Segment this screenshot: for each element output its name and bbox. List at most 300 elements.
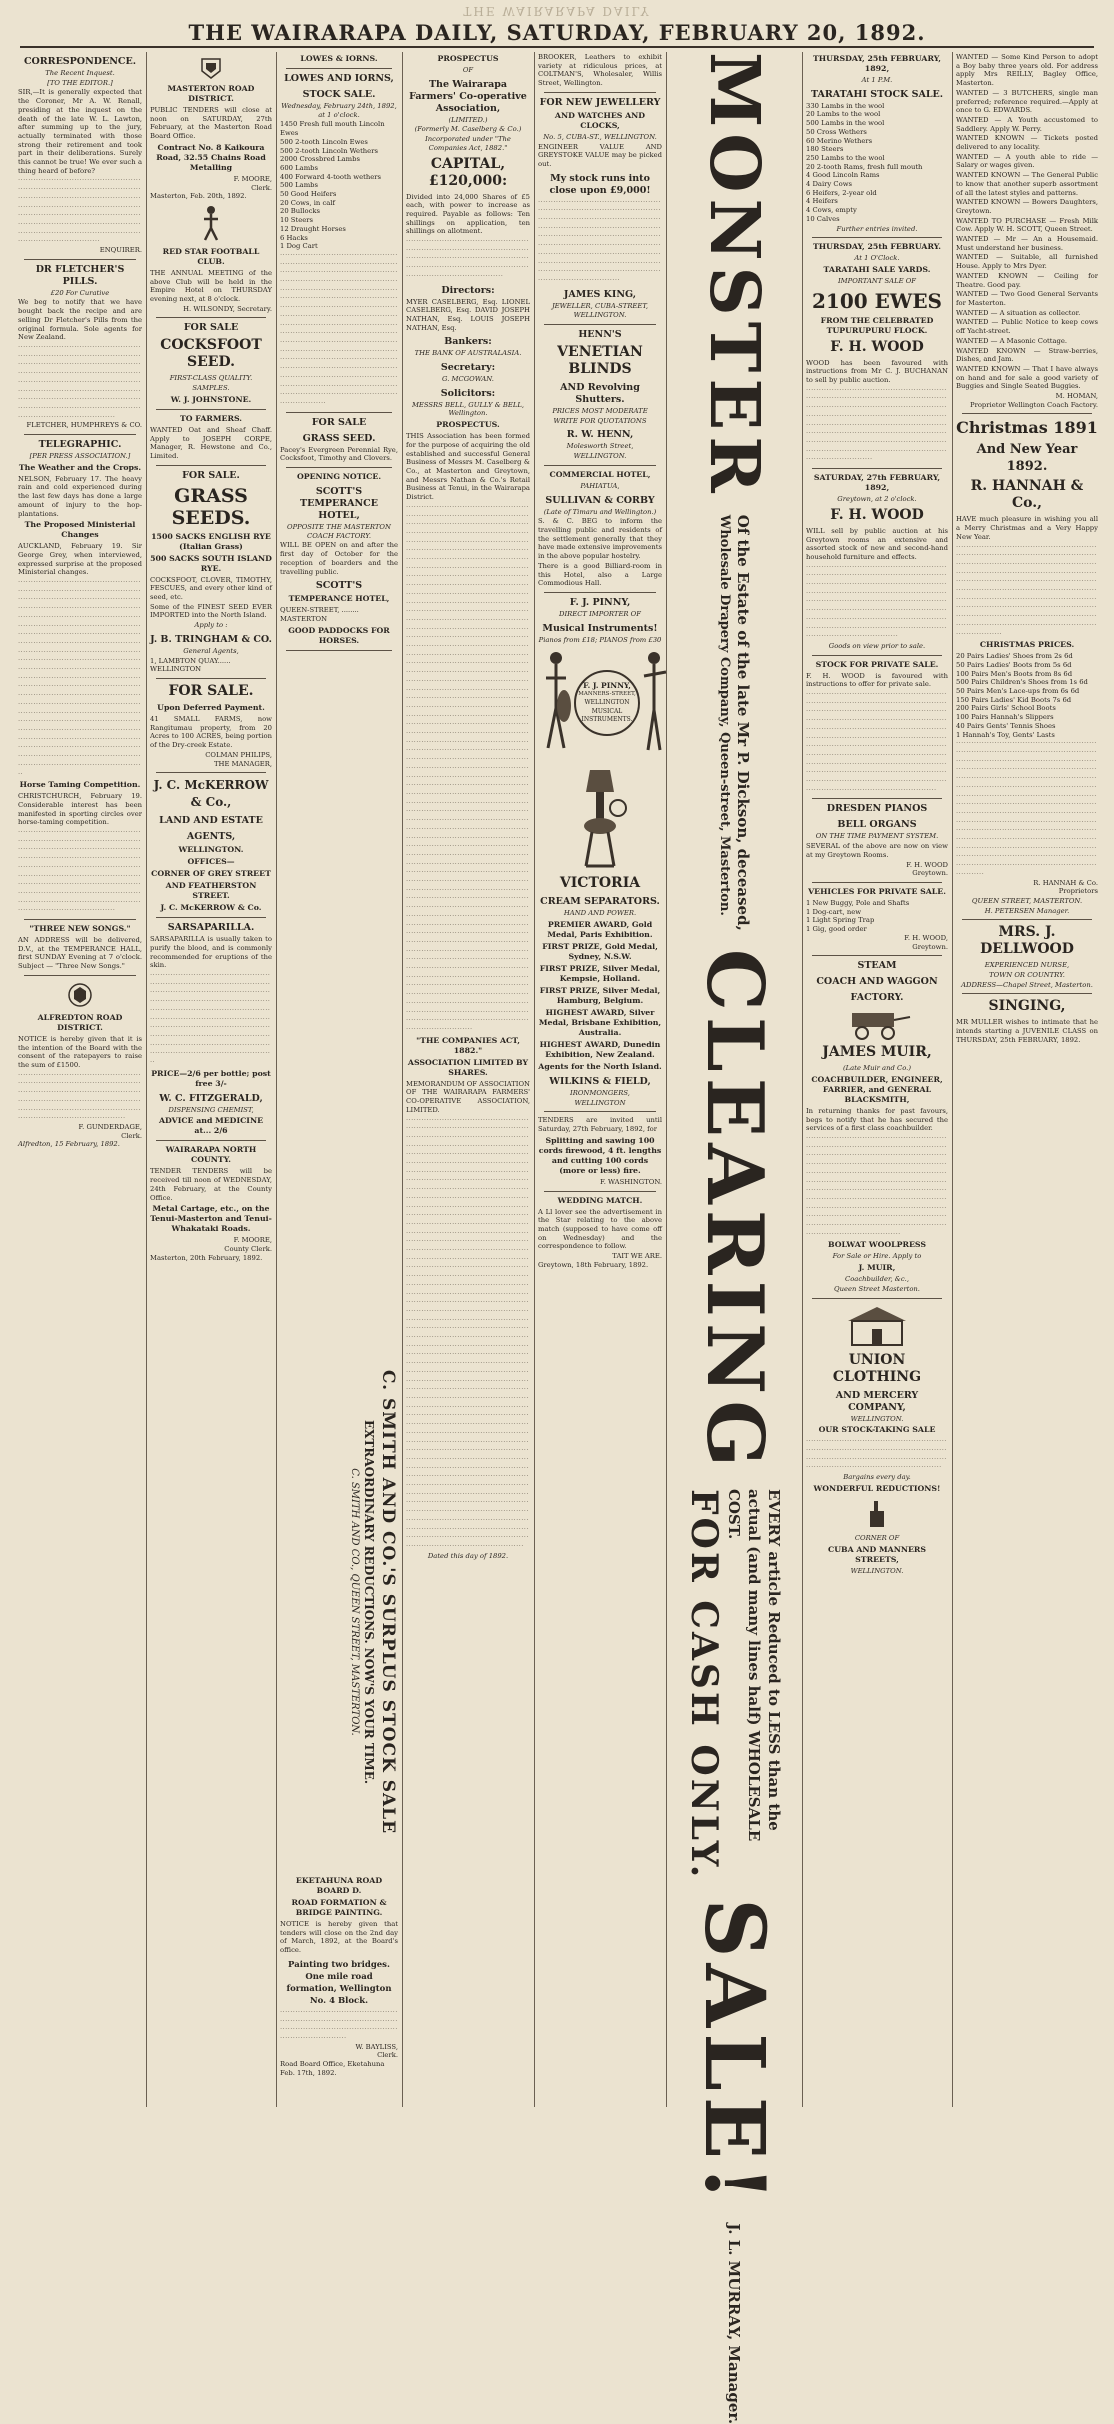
wholesale-line: Wholesale Drapery Company, Queen-street, Masterton. [717, 514, 732, 916]
footballer-icon [198, 204, 224, 244]
cuba-manners: CUBA AND MANNERS STREETS, [828, 1544, 926, 1564]
estate-lines [715, 515, 753, 931]
stock-item: 20 Bullocks [280, 207, 321, 216]
king-name: JAMES KING, [563, 288, 637, 300]
price-item: 50 Pairs Men's Lace-ups from 6s 6d [956, 687, 1080, 696]
football-body: THE ANNUAL MEETING of the above Club will be held in the Empire Hotel on THURSDAY evening next, at 8 o'clock. [150, 268, 272, 304]
reduced-line: EVERY article Reduced to LESS than the actual (and many lines half) WHOLESALE COST. [725, 1488, 783, 1842]
land-label: LAND AND ESTATE [159, 815, 263, 827]
greytown-label-3: Greytown. [912, 942, 948, 951]
muir-trades: COACHBUILDER, ENGINEER, FARRIER, and GENERAL BLACKSMITH, [811, 1074, 943, 1104]
wood-body: WOOD has been favoured with instructions from Mr C. J. BUCHANAN to sell by public auction. [806, 358, 948, 385]
masthead-rule [20, 46, 1094, 48]
bargains-label: Bargains every day. [843, 1473, 911, 1482]
private-sale-text-continued: ················································································································································································································································································································································································································································································································································································································································································ [806, 690, 947, 794]
pills-signature: FLETCHER, HUMPHREYS & CO. [26, 421, 142, 430]
time-payment: ON THE TIME PAYMENT SYSTEM. [815, 832, 939, 841]
wedding-match-heading: WEDDING MATCH. [557, 1195, 643, 1205]
price-list [956, 652, 1098, 739]
alfredton-date: Alfredton, 15 February, 1892. [18, 1140, 120, 1149]
taratahi-stock-item: 6 Heifers, 2-year old [806, 188, 877, 197]
estate-line: Of the Estate of the late Mr P. Dickson, deceased, [734, 514, 752, 931]
henn-heading: HENN'S [578, 329, 622, 341]
column-stock-sales [280, 52, 398, 2107]
price-item: 100 Pairs Hannah's Slippers [956, 713, 1054, 722]
bell-organs: BELL ORGANS [837, 819, 917, 831]
prospectus-label: PROSPECTUS [437, 54, 499, 63]
christmas-prices-heading: CHRISTMAS PRICES. [979, 640, 1075, 650]
greytown-time: Greytown, at 2 o'clock. [837, 495, 917, 504]
coat-of-arms-icon [196, 55, 226, 81]
county-clerk-name: F. MOORE, [233, 1236, 272, 1245]
separators-sub: HAND AND POWER. [563, 909, 637, 918]
tringham-name: J. B. TRINGHAM & CO. [150, 633, 272, 645]
masterton-road-heading: MASTERTON ROAD DISTRICT. [167, 84, 255, 103]
price-list-continued: ···································································································································································································································································································································································································································································································································································································································································································································································································································································· [956, 739, 1097, 878]
eketahuna-heading: EKETAHUNA ROAD BOARD D. [295, 1876, 383, 1895]
price-item: 150 Pairs Ladies' Kid Boots 7s 6d [956, 695, 1072, 704]
vehicle-item: 1 Gig, good order [806, 925, 867, 934]
stock-sale-date: Wednesday, February 24th, 1892, at 1 o'clock. [281, 102, 397, 119]
column-separator [402, 52, 403, 2107]
temperance-hotel-2: TEMPERANCE HOTEL, [288, 594, 390, 604]
hotel-body: S. & C. BEG to inform the travelling public and residents of the settlement generally that they have made extensive improvements in the above popular hostelry. [538, 517, 662, 561]
stock-item: 2000 Crossbred Lambs [280, 155, 360, 164]
lowes-heading: LOWES AND IORNS, [284, 73, 394, 84]
column-separator [146, 52, 147, 2107]
cream-separator-icon [570, 762, 630, 872]
ministerial-heading: The Proposed Ministerial Changes [24, 520, 136, 540]
limited-label: (LIMITED.) [448, 115, 488, 124]
taratahi-stock-item: 50 Cross Wethers [806, 127, 867, 136]
manager-line-block [724, 2223, 744, 2424]
sacks-south-island: 500 SACKS SOUTH ISLAND RYE. [150, 553, 272, 573]
featherston-label: AND FEATHERSTON STREET. [165, 881, 257, 901]
alfredton-signature: F. GUNDERDAGE, [78, 1122, 142, 1131]
stock-item: 6 Hacks [280, 233, 308, 242]
column-correspondence [18, 52, 142, 2107]
commercial-hotel-heading: COMMERCIAL HOTEL, [549, 469, 651, 479]
mckerrow-name-2: J. C. McKERROW & Co. [160, 903, 262, 913]
taratahi-stock-item: 20 2-tooth Rams, fresh full mouth [806, 162, 923, 171]
murray-manager: J. L. MURRAY, Manager. [725, 2223, 743, 2424]
victoria-heading: VICTORIA [559, 875, 641, 892]
dellwood-name: MRS. J. DELLWOOD [980, 924, 1074, 958]
proprietors-label: Proprietors [1058, 887, 1098, 896]
iorns-heading: LOWES & IORNS. [300, 54, 378, 63]
column-separator [666, 52, 667, 2107]
directors-heading: Directors: [441, 284, 495, 296]
price-item: 50 Pairs Ladies' Boots from 5s 6d [956, 660, 1072, 669]
solicitors-body: MESSRS BELL, GULLY & BELL, Wellington. [411, 400, 525, 418]
football-heading: RED STAR FOOTBALL CLUB. [162, 246, 260, 266]
pills-heading: DR FLETCHER'S PILLS. [35, 263, 125, 287]
clerk-date: Masterton, Feb. 20th, 1892. [150, 192, 247, 201]
alfredton-body: NOTICE is hereby given that it is the intention of the Board with the consent of the ratepayers to raise the sum of £1500. [18, 1034, 142, 1069]
stocktaking-sale: OUR STOCK-TAKING SALE [818, 1425, 936, 1435]
memorandum-body: MEMORANDUM OF ASSOCIATION OF THE WAIRARAPA FARMERS' CO-OPERATIVE ASSOCIATION, LIMITED. [406, 1079, 531, 1114]
alfredton-heading: ALFREDTON ROAD DISTRICT. [37, 1012, 123, 1032]
association-name: The Wairarapa Farmers' Co-operative Association, [409, 78, 527, 114]
watches-heading: AND WATCHES AND CLOCKS, [554, 110, 646, 130]
of-label: OF [462, 66, 474, 74]
songs-heading: "THREE NEW SONGS." [29, 924, 131, 934]
clerk-name: F. MOORE, [233, 174, 272, 183]
award-item: PREMIER AWARD, Gold Medal, Paris Exhibition. [547, 920, 653, 940]
pianos-prices: Pianos from £18; PIANOS from £30 [538, 635, 662, 644]
opposite-label: OPPOSITE THE MASTERTON COACH FACTORY. [287, 523, 391, 540]
shutters-heading: AND Revolving Shutters. [560, 382, 640, 406]
coachbuilder-label: Coachbuilder, &c., [845, 1275, 909, 1284]
stock-item: 600 Lambs [280, 163, 318, 172]
wood-signature-3: F. H. WOOD [906, 860, 948, 869]
stock-item: 20 Cows, in calf [280, 198, 335, 207]
taratahi-stock-item: 10 Calves [806, 214, 840, 223]
further-entries: Further entries invited. [836, 224, 918, 233]
capital-body: Divided into 24,000 Shares of £5 each, with power to increase as required. Payable as follows: Ten shillings on application, ten shillings on allotment. [406, 192, 530, 236]
grass-seed-heading: GRASS SEED. [302, 432, 376, 444]
muir-name-2: J. MUIR, [858, 1263, 896, 1273]
clover-list: COCKSFOOT, CLOVER, TIMOTHY, FESCUES, and every other kind of seed, etc. [150, 575, 272, 602]
limited-by-shares: ASSOCIATION LIMITED BY SHARES. [407, 1057, 529, 1077]
sale-time-2: At 1 O'Clock. [854, 254, 900, 263]
taratahi-stock-item: 500 Lambs in the wool [806, 119, 885, 128]
pahiatua-label: PAHIATUA, [580, 481, 620, 490]
new-jewellery-heading: FOR NEW JEWELLERY [539, 96, 661, 108]
sacks-english-rye: 1500 SACKS ENGLISH RYE (Italian Grass) [151, 531, 271, 551]
badge-name: F. J. PINNY, [583, 680, 631, 690]
for-sale-heading-2: FOR SALE. [182, 469, 240, 481]
johnstone-name: W. J. JOHNSTONE. [170, 394, 252, 404]
ministerial-text-continued: ·································································································································································································································································································································································································································································································································································································································································································································································································································································································································································································································································································· [18, 578, 141, 778]
stock-item: 500 2-tooth Lincoln Wethers [280, 146, 378, 155]
wanted-notice: WANTED — Suitable, all furnished House. Apply to Mrs Dyer. [956, 253, 1098, 271]
letter-text-continued: ················································································································································································································································································································································································ [18, 176, 141, 246]
corner-label: CORNER OF [854, 1533, 900, 1542]
queen-street-address: QUEEN-STREET, ........ MASTERTON [280, 606, 359, 623]
jeweller-street: JEWELLER, CUBA-STREET, [551, 301, 649, 310]
venetian-blinds-heading: VENETIAN BLINDS [557, 344, 643, 378]
grass-seeds-heading: GRASS SEEDS. [171, 484, 251, 529]
ironmongers-label: IRONMONGERS, [570, 1089, 630, 1098]
wood-name: F. H. WOOD [830, 338, 924, 355]
billiard-line: There is a good Billiard-room in this Hotel, also a Large Commodious Hall. [538, 561, 662, 588]
taratahi-stock-item: 330 Lambs in the wool [806, 101, 885, 110]
opening-notice: OPENING NOTICE. [296, 472, 382, 482]
painting-line: Painting two bridges. One mile road formation, Wellington No. 4 Block. [286, 1959, 392, 2006]
union-clothing: UNION CLOTHING [832, 1351, 922, 1385]
bolwat-woolpress: BOLWAT WOOLPRESS [827, 1240, 927, 1250]
column-prospectus [406, 52, 530, 2107]
sale-word: SALE! [686, 1898, 782, 2208]
flute-player-icon [640, 648, 668, 758]
general-agents-label: General Agents, [183, 646, 239, 655]
surplus-stock-ad [280, 1342, 398, 1862]
metal-cartage: Metal Cartage, etc., on the Tenui-Masterton and Tenui-Whakataki Roads. [150, 1204, 272, 1234]
sarsaparilla-heading: SARSAPARILLA. [167, 922, 255, 934]
songs-body: AN ADDRESS will be delivered, D.V., at the TEMPERANCE HALL, first SUNDAY Evening at 7 o'clock. Subject — "Three New Songs." [18, 936, 142, 971]
pills-text-continued: ······································································································································································································································································································································································································································ [18, 342, 141, 421]
wanted-notice: WANTED KNOWN — Straw-berries, Dishes, and Jam. [956, 346, 1098, 364]
chemist-label: DISPENSING CHEMIST, [168, 1105, 254, 1114]
several-body: SEVERAL of the above are now on view at my Greytown Rooms. [806, 842, 948, 859]
fitzgerald-name: W. C. FITZGERALD, [159, 1092, 263, 1104]
cash-only: FOR CASH ONLY. [683, 1488, 725, 1881]
pills-subheading: £20 For Curative [50, 288, 110, 297]
furniture-text-continued: ···························································································································································································································································································································································································································································································· [806, 562, 947, 641]
bayliss-date: Road Board Office, Eketahuna Feb. 17th, 1892. [280, 2060, 385, 2077]
wanted-notice: WANTED — A youth able to ride — Salary or wages given. [956, 152, 1098, 170]
offices-label: OFFICES— [187, 857, 235, 867]
solicitors-heading: Solicitors: [440, 387, 496, 399]
wanted-notice: WANTED KNOWN — That I have always on hand and for sale a good variety of Buggies and Single Seated Buggies. [956, 364, 1098, 391]
wanted-notice: WANTED — Two Good General Servants for Masterton. [956, 290, 1098, 307]
wagon-icon [842, 1007, 912, 1041]
column-notices [150, 52, 272, 2107]
county-date: Masterton, 20th February, 1892. [150, 1253, 263, 1262]
hannah-body: HAVE much pleasure in wishing you all a Merry Christmas and a Very Happy New Year. [956, 515, 1098, 541]
new-year-heading: And New Year 1892. [976, 442, 1078, 475]
private-sale-body: F. H. WOOD is favoured with instructions to offer for private sale. [806, 671, 948, 689]
wanted-notice: WANTED — A situation as collector. [956, 308, 1081, 317]
private-sale-heading: STOCK FOR PRIVATE SALE. [815, 659, 939, 669]
eketahuna-sub: ROAD FORMATION & BRIDGE PAINTING. [291, 1898, 387, 1917]
greytown-label-2: Greytown. [912, 869, 948, 878]
jeweller-text-continued: ················································································································································································································································································································································································································································································ [538, 197, 661, 284]
agents-label: AGENTS, [186, 831, 236, 843]
steam-heading: STEAM [857, 960, 897, 972]
importer-label: DIRECT IMPORTER OF [559, 609, 641, 618]
correspondence-heading: CORRESPONDENCE. [23, 56, 137, 67]
horse-heading: Horse Taming Competition. [19, 780, 141, 790]
directors-body: MYER CASELBERG, Esq. LIONEL CASELBERG, Esq. DAVID JOSEPH NATHAN, Esq. LOUIS JOSEPH NATHAN, Esq. [406, 297, 530, 332]
stock-item: 500 2-tooth Lincoln Ewes [280, 137, 368, 146]
dellwood-address: ADDRESS—Chapel Street, Masterton. [961, 980, 1093, 989]
stock-item: 1 Dog Cart [280, 242, 318, 251]
column-separator [276, 52, 277, 2107]
sullivan-sub: (Late of Timaru and Wellington.) [543, 507, 657, 516]
grass-seed-body: Pacey's Evergreen Perennial Rye, Cocksfoot, Timothy and Clovers. [280, 445, 398, 463]
lambton-address: 1, LAMBTON QUAY...... WELLINGTON [150, 656, 231, 674]
award-list [538, 920, 662, 1060]
separators-heading: CREAM SEPARATORS. [540, 896, 660, 908]
wellington-label: WELLINGTON. [573, 311, 627, 320]
secretary-name: G. MCGOWAN. [442, 375, 494, 384]
farm-sections: 41 SMALL FARMS, now Rangitumau property, from 20 Acres to 100 ACRES, being portion of the Dry-creek Estate. [150, 714, 272, 750]
taratahi-stock-item: 180 Steers [806, 145, 844, 154]
price-item: 1 Hannah's Toy, Gents' Lasts [956, 730, 1055, 739]
award-item: HIGHEST AWARD, Silver Medal, Brisbane Exhibition, Australia. [538, 1008, 662, 1038]
splitting-line: Splitting and sawing 100 cords firewood, 4 ft. lengths and cutting 100 cords (more or less) fire. [538, 1135, 662, 1175]
press-association-label: [PER PRESS ASSOCIATION.] [29, 452, 131, 461]
county-clerk-title: County Clerk. [224, 1244, 272, 1253]
engine-line: ENGINEER VALUE AND GREYSTOKE VALUE may be picked out. [538, 142, 662, 168]
scotts-name: SCOTT'S [315, 580, 363, 592]
stock-item: 1450 Fresh full mouth Lincoln Ewes [280, 120, 385, 138]
for-sale-heading: FOR SALE [183, 322, 239, 334]
taratahi-stock-list [806, 102, 948, 224]
important-sale: IMPORTANT SALE OF [838, 276, 916, 285]
wellington-label-6: WELLINGTON. [850, 1566, 904, 1575]
clearing-sale-ad [670, 52, 798, 2424]
bayliss-name: W. BAYLISS, [355, 2042, 398, 2051]
clearing-word: CLEARING [689, 948, 780, 1473]
colman-name: COLMAN PHILIPS, [205, 750, 272, 759]
dated-line: Dated this day of 1892. [427, 1551, 509, 1560]
award-item: FIRST PRIZE, Silver Medal, Kempsie, Holland. [539, 964, 661, 984]
petersen-manager: H. PETERSEN Manager. [984, 906, 1070, 915]
bleed-through-title: THE WAIRARAPA DAILY [463, 4, 651, 18]
wonderful-reductions: WONDERFUL REDUCTIONS! [813, 1483, 941, 1493]
stock-list-continued: ································································································································································································································································································································································································································································································································································································································································································································································································································ [280, 250, 398, 407]
wairarapa-county-heading: WAIRARAPA NORTH COUNTY. [165, 1145, 257, 1165]
bankers-heading: Bankers: [444, 336, 492, 348]
finest-seed: Some of the FINEST SEED EVER IMPORTED into the North Island. [150, 602, 272, 620]
capital-heading: CAPITAL, £120,000: [428, 155, 508, 189]
badge-instruments: INSTRUMENTS. [581, 716, 633, 724]
pills-body: We beg to notify that we have bought back the recipe and are selling Dr Fletcher's Pills from the original formula. Sole agents for New Zealand. [18, 298, 142, 342]
bayliss-title: Clerk. [377, 2051, 398, 2060]
sale-time: At 1 P.M. [861, 76, 893, 84]
capital-text-continued: ······································································································································································································································ [406, 237, 529, 280]
stocktaking-text-continued: ·························································································································································································································· [806, 1437, 947, 1472]
for-sale-heading-3: FOR SALE. [168, 682, 254, 699]
award-item: FIRST PRIZE, Silver Medal, Hamburg, Belgium. [539, 986, 661, 1006]
muir-text-continued: ·································································································································································································································································································································································································································································································································································································································································· [806, 1134, 947, 1238]
paddocks-label: GOOD PADDOCKS FOR HORSES. [288, 625, 390, 645]
prospectus-text-continued: ·························································································································································································································································································································································································································································································································································································································································································································································································································································································································································································································································································································································································································································································································································································································································································································································································································································································································································································································································································································································································································································································································································································································································································································································································································································································································································································································································································································································································································································································································································································································· [406, 502, 529, 1033]
taratahi-yards: TARATAHI SALE YARDS. [823, 264, 931, 274]
molesworth-street: Molesworth Street, [566, 442, 634, 451]
contract-line: Contract No. 8 Kaikoura Road, 32.55 Chains Road Metalling [156, 142, 266, 172]
wellington-label: WELLINGTON. [178, 845, 244, 855]
brooker-notice: BROOKER, Leathers to exhibit variety at ridiculous prices, at COLTMAN'S, Wholesaler, Willis Street, Wellington. [538, 53, 662, 88]
tait-date: Greytown, 18th February, 1892. [538, 1260, 649, 1269]
muir-name: JAMES MUIR, [822, 1044, 932, 1061]
wood-signature-4: F. H. WOOD, [904, 933, 948, 942]
wilkins-field: WILKINS & FIELD, [549, 1076, 651, 1088]
price-item: 500 Pairs Children's Shoes from 1s 6d [956, 678, 1088, 687]
stock-item: 500 Lambs [280, 181, 318, 190]
sarsaparilla-price: PRICE—2/6 per bottle; post free 3/- [151, 1068, 271, 1088]
wellington-label-5: WELLINGTON. [850, 1414, 904, 1423]
wanted-notice: WANTED KNOWN — Ceiling for Theatre. Good pay. [956, 271, 1098, 289]
jeweller-address: No. 5, CUBA-ST., WELLINGTON. [543, 132, 657, 141]
stock-item: 10 Steers [280, 216, 313, 225]
wanted-notice: WANTED TO PURCHASE — Fresh Milk Cow. Apply W. H. SCOTT, Queen Street. [956, 216, 1098, 234]
football-signature: H. WILSONDY, Secretary. [183, 304, 272, 313]
wanted-notice: WANTED KNOWN — The General Public to know that another superb assortment of all the latest styles and patterns. [956, 171, 1098, 197]
pointing-hand-icon [864, 1497, 890, 1531]
taratahi-stock-item: 4 Cows, empty [806, 206, 857, 215]
prospectus-body: THIS Association has been formed for the purpose of acquiring the old established and successful General Business of Messrs M. Caselberg & Co., at Masterton and Greytown, and Messrs Nathan & Co.'s Retail Business at Tenui, in the Wairarapa District. [406, 432, 530, 502]
taratahi-stock-item: 4 Good Lincoln Rams [806, 171, 880, 180]
factory-heading: FACTORY. [850, 992, 904, 1004]
vehicle-item: 1 Dog-cart, new [806, 907, 862, 916]
wanted-notice: WANTED — 3 BUTCHERS, single man preferred; reference required.—Apply at once to G. EDWARDS. [956, 88, 1098, 115]
hannah-name: R. HANNAH & Co., [970, 478, 1084, 512]
reductions-line: EXTRAORDINARY REDUCTIONS. NOW'S YOUR TIME. [362, 1419, 376, 1785]
smith-address: C. SMITH AND CO., QUEEN STREET, MASTERTON. [349, 1468, 360, 1736]
companies-act-heading: "THE COMPANIES ACT, 1882." [416, 1035, 520, 1055]
queen-street-label: Queen Street Masterton. [834, 1284, 920, 1293]
cocksfoot-quality: FIRST-CLASS QUALITY. [169, 374, 253, 383]
hannah-signature: R. HANNAH & Co. [1033, 878, 1098, 887]
wanted-notice: WANTED KNOWN — Tickets posted delivered to any locality. [956, 134, 1098, 152]
for-sale-heading: FOR SALE [311, 416, 367, 428]
column-separator [534, 52, 535, 2107]
queen-street-masterton: QUEEN STREET, MASTERTON. [971, 896, 1083, 905]
sarsaparilla-text-continued: ························································································································································································································································································································································································································································································ [150, 971, 271, 1067]
agents-line: Agents for the North Island. [538, 1062, 662, 1072]
dresden-pianos: DRESDEN PIANOS [826, 803, 928, 815]
column-auctions [806, 52, 948, 2107]
vehicle-item: 1 Light Spring Trap [806, 916, 875, 925]
ewes-flock: FROM THE CELEBRATED TUPURUPURU FLOCK. [820, 315, 934, 335]
prospectus-heading: PROSPECTUS. [436, 420, 500, 430]
vehicles-heading: VEHICLES FOR PRIVATE SALE. [808, 887, 946, 896]
mercery-company: AND MERCERY COMPANY, [835, 1389, 919, 1413]
horse-body: CHRISTCHURCH, February 19. Considerable interest has been manifested in sporting circles over horse-taming competition. [18, 792, 142, 827]
wanted-list [956, 53, 1098, 391]
stock-item: 50 Good Heifers [280, 190, 337, 199]
monster-word: MONSTER [694, 52, 774, 499]
price-item: 100 Pairs Men's Boots from 8s 6d [956, 669, 1073, 678]
column-wanted [956, 52, 1098, 2107]
badge-street: MANNERS-STREET, [578, 691, 636, 698]
wood-text-continued: ·················································································································································································································································································································································································································································································· [806, 385, 947, 464]
nurse-label: EXPERIENCED NURSE, [984, 961, 1070, 970]
saturday-date: SATURDAY, 27th FEBRUARY, 1892, [813, 473, 941, 493]
wanted-notice: WANTED — A Masonic Cottage. [956, 336, 1068, 345]
coach-waggon-heading: COACH AND WAGGON [816, 976, 938, 988]
wellington-label-2: WELLINGTON. [573, 452, 627, 461]
column-clearing-sale [670, 52, 798, 2424]
wanted-notice: WANTED — Some Kind Person to adopt a Boy baby three years old. For address apply Mrs REILLY, Bagley Office, Masterton. [956, 53, 1098, 88]
column-separator [952, 52, 953, 2107]
column-separator [802, 52, 803, 2107]
letter-signature: ENQUIRER. [99, 246, 142, 255]
tenders-body: PUBLIC TENDERS will close at noon on SATURDAY, 27th February, at the Masterton Road Board Office. [150, 106, 272, 141]
bolwat-sub: For Sale or Hire. Apply to [832, 1252, 922, 1261]
tait-signature: TAIT WE ARE. [612, 1252, 662, 1261]
taratahi-stock-item: 4 Heifers [806, 197, 838, 206]
sullivan-corby: SULLIVAN & CORBY [545, 494, 655, 506]
badge-city: WELLINGTON [584, 698, 630, 706]
thursday-date-2: THURSDAY, 25th FEBRUARY. [813, 242, 941, 252]
muir-body: In returning thanks for past favours, begs to notify that he has secured the services of a first class coachbuilder. [806, 1106, 948, 1133]
homan-signature: M. HOMAN, [1055, 392, 1098, 401]
thursday-date: THURSDAY, 25th FEBRUARY, 1892, [813, 54, 941, 73]
surplus-stock-headline: C. SMITH AND CO.'S SURPLUS STOCK SALE [378, 1369, 398, 1835]
temperance-hotel: SCOTT'S TEMPERANCE HOTEL, [300, 486, 378, 522]
wairarapa-county-body: TENDER TENDERS will be received till noon of WEDNESDAY, 24th February, at the County Office. [150, 1167, 272, 1202]
telegraphic-heading: TELEGRAPHIC. [38, 439, 122, 451]
reduced-lines [684, 1489, 784, 1880]
secretary-heading: Secretary: [440, 362, 496, 374]
advice-price: ADVICE and MEDICINE at... 2/6 [158, 1116, 264, 1136]
firewood-tenders: TENDERS are invited until Saturday, 27th February, 1892, for [538, 1116, 662, 1134]
taratahi-heading: TARATAHI STOCK SALE. [810, 88, 944, 100]
hotel-body: WILL BE OPEN on and after the first day of October for the reception of boarders and the travelling public. [280, 541, 398, 576]
wellington-label-4: WELLINGTON [574, 1098, 626, 1107]
award-item: HIGHEST AWARD, Dunedin Exhibition, New Zealand. [539, 1040, 661, 1060]
horse-text-continued: ······················································································································································································································································································································································································································································································ [18, 828, 141, 915]
stock-item: 400 Forward 4-tooth wethers [280, 172, 381, 181]
hannah-text-continued: ························································································································································································································································································································································································································································································································································································ [956, 542, 1097, 638]
weather-body: NELSON, February 17. The heavy rain and cold experienced during the last few days has done a large amount of injury to the hop-plantations. [18, 474, 142, 518]
stock-value: My stock runs into close upon £9,000! [549, 172, 651, 196]
